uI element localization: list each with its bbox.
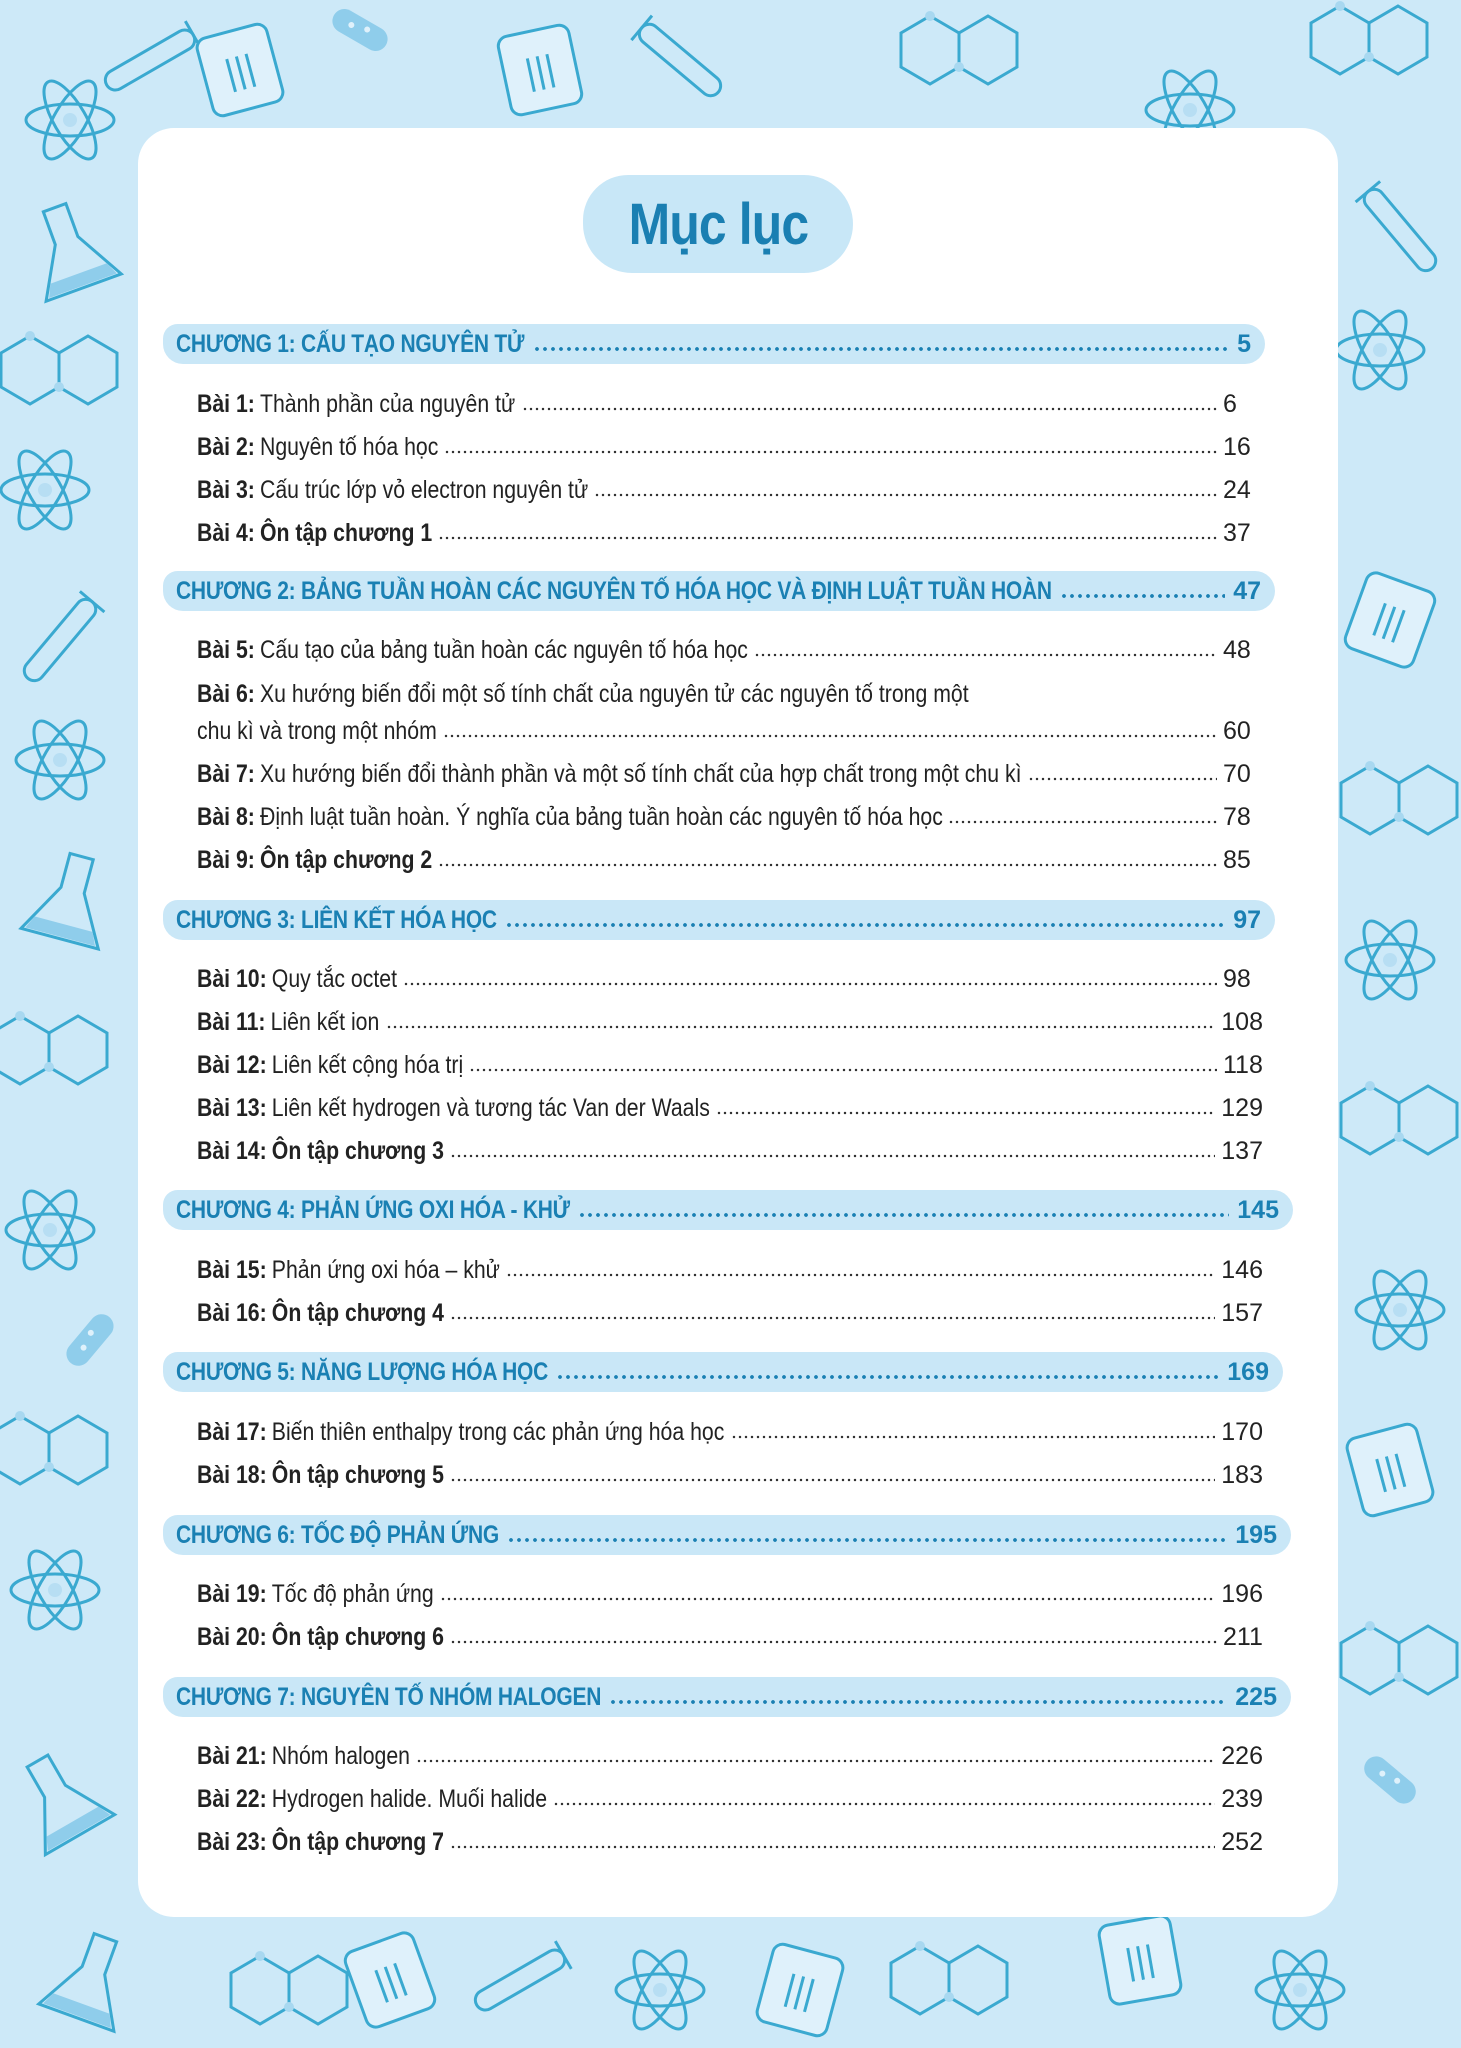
- hexagon-molecule-icon: [1341, 1081, 1457, 1154]
- atom-icon: [616, 1944, 704, 2036]
- hexagon-molecule-icon: [0, 1411, 107, 1484]
- test-tube-icon: [1356, 181, 1445, 278]
- dot-leader: [444, 449, 1217, 455]
- dot-leader: [609, 1699, 1227, 1705]
- hexagon-molecule-icon: [1341, 1621, 1457, 1694]
- lesson-title: Ôn tập chương 6: [271, 1623, 444, 1651]
- chapter-page-number: 225: [1235, 1682, 1277, 1711]
- lesson-page-number: 196: [1221, 1580, 1263, 1608]
- lesson-title: Nguyên tố hóa học: [259, 433, 439, 461]
- chapter-page-number: 47: [1233, 576, 1261, 605]
- chapter-heading[interactable]: [163, 324, 1265, 364]
- lesson-number: Bài 22:: [197, 1785, 267, 1813]
- lesson-title: Ôn tập chương 5: [271, 1461, 444, 1489]
- lesson-number: Bài 8:: [197, 803, 255, 831]
- lesson-title: Tốc độ phản ứng: [271, 1580, 434, 1608]
- dot-leader: [440, 1596, 1215, 1602]
- lesson-title: Thành phần của nguyên tử: [259, 390, 516, 418]
- lesson-number: Bài 21:: [197, 1742, 267, 1770]
- page-title-badge: [583, 175, 853, 273]
- dot-leader: [522, 406, 1217, 412]
- chapter-title: CHƯƠNG 4: PHẢN ỨNG OXI HÓA - KHỬ: [176, 1195, 570, 1224]
- pill-icon: [1359, 1752, 1420, 1809]
- dot-leader: [507, 1537, 1227, 1543]
- lesson-title: Xu hướng biến đổi một số tính chất của nguyên tử các nguyên tố trong một: [259, 680, 969, 708]
- lesson-number: Bài 9:: [197, 846, 255, 874]
- lesson-page-number: 137: [1221, 1137, 1263, 1165]
- hexagon-molecule-icon: [901, 11, 1017, 84]
- lesson-number: Bài 18:: [197, 1461, 267, 1489]
- chapter-title: CHƯƠNG 6: TỐC ĐỘ PHẢN ỨNG: [176, 1520, 499, 1549]
- hexagon-molecule-icon: [1, 331, 117, 404]
- lesson-entry[interactable]: [197, 798, 1263, 832]
- flask-icon: [17, 194, 121, 301]
- test-tube-icon: [469, 1941, 572, 2019]
- chapter-heading[interactable]: [163, 1677, 1291, 1717]
- lesson-entry[interactable]: [197, 1046, 1263, 1080]
- lesson-number: Bài 10:: [197, 965, 267, 993]
- lesson-title: Liên kết cộng hóa trị: [271, 1051, 464, 1079]
- lesson-page-number: 146: [1221, 1256, 1263, 1284]
- dot-leader: [386, 1024, 1215, 1030]
- atom-icon: [1346, 914, 1434, 1006]
- lesson-number: Bài 11:: [197, 1008, 266, 1036]
- chapter-title: CHƯƠNG 3: LIÊN KẾT HÓA HỌC: [176, 905, 497, 934]
- hexagon-molecule-icon: [231, 1951, 347, 2024]
- atom-icon: [1356, 1264, 1444, 1356]
- clipboard-icon: [1098, 1914, 1183, 2005]
- chapter-title: CHƯƠNG 1: CẤU TẠO NGUYÊN TỬ: [176, 329, 525, 358]
- hexagon-molecule-icon: [0, 1011, 107, 1084]
- lesson-title: Cấu tạo của bảng tuần hoàn các nguyên tố hóa học: [259, 636, 748, 664]
- lesson-entry[interactable]: [197, 1132, 1263, 1166]
- lesson-number: Bài 20:: [197, 1623, 267, 1651]
- lesson-entry[interactable]: [197, 1089, 1263, 1123]
- lesson-page-number: 239: [1221, 1785, 1263, 1813]
- lesson-number: Bài 1:: [197, 390, 255, 418]
- chapter-page-number: 195: [1235, 1520, 1277, 1549]
- clipboard-icon: [1345, 1422, 1435, 1518]
- lesson-page-number: 85: [1223, 846, 1251, 874]
- lesson-title: Biến thiên enthalpy trong các phản ứng hóa học: [271, 1418, 725, 1446]
- dot-leader: [594, 492, 1217, 498]
- lesson-title: Hydrogen halide. Muối halide: [271, 1785, 548, 1813]
- atom-icon: [6, 1184, 94, 1276]
- lesson-entry[interactable]: [197, 1780, 1263, 1814]
- lesson-entry[interactable]: [197, 1003, 1263, 1037]
- dot-leader: [553, 1801, 1215, 1807]
- lesson-number: Bài 19:: [197, 1580, 267, 1608]
- dot-leader: [556, 1374, 1219, 1380]
- dot-leader: [450, 1639, 1217, 1645]
- lesson-entry[interactable]: [197, 514, 1263, 548]
- pill-icon: [62, 1309, 119, 1370]
- lesson-number: Bài 12:: [197, 1051, 267, 1079]
- flask-icon: [3, 1741, 115, 1855]
- chapter-heading[interactable]: [163, 900, 1275, 940]
- lesson-number: Bài 3:: [197, 476, 255, 504]
- flask-icon: [39, 1924, 143, 2031]
- dot-leader: [533, 346, 1230, 352]
- dot-leader: [948, 819, 1217, 825]
- lesson-entry[interactable]: [197, 1294, 1263, 1328]
- lesson-title: Phản ứng oxi hóa – khử: [271, 1256, 500, 1284]
- lesson-number: Bài 5:: [197, 636, 255, 664]
- lesson-page-number: 129: [1221, 1094, 1263, 1122]
- lesson-number: Bài 4:: [197, 519, 255, 547]
- dot-leader: [1028, 776, 1217, 782]
- lesson-page-number: 211: [1223, 1623, 1263, 1651]
- dot-leader: [438, 862, 1217, 868]
- lesson-page-number: 157: [1221, 1299, 1263, 1327]
- lesson-entry[interactable]: [197, 1737, 1263, 1771]
- dot-leader: [450, 1315, 1216, 1321]
- lesson-entry[interactable]: [197, 1823, 1263, 1857]
- dot-leader: [578, 1212, 1230, 1218]
- dot-leader: [505, 922, 1225, 928]
- lesson-entry[interactable]: [197, 1618, 1263, 1652]
- chapter-page-number: 169: [1227, 1357, 1269, 1386]
- test-tube-icon: [99, 21, 202, 99]
- lesson-entry[interactable]: [197, 428, 1263, 462]
- lesson-page-number: 252: [1221, 1828, 1263, 1856]
- atom-icon: [26, 74, 114, 166]
- lesson-entry[interactable]: [197, 1413, 1263, 1447]
- lesson-title: Ôn tập chương 3: [271, 1137, 444, 1165]
- chapter-page-number: 145: [1237, 1195, 1279, 1224]
- lesson-title-line2: chu kì và trong một nhóm: [197, 717, 437, 745]
- clipboard-icon: [755, 1942, 845, 2038]
- lesson-title: Liên kết hydrogen và tương tác Van der Waals: [271, 1094, 710, 1122]
- lesson-page-number: 183: [1221, 1461, 1263, 1489]
- hexagon-molecule-icon: [1341, 761, 1457, 834]
- clipboard-icon: [342, 1930, 437, 2030]
- dot-leader: [443, 733, 1217, 739]
- lesson-title: Liên kết ion: [270, 1008, 380, 1036]
- lesson-entry-continuation[interactable]: [197, 712, 1263, 746]
- dot-leader: [731, 1434, 1216, 1440]
- lesson-title: Định luật tuần hoàn. Ý nghĩa của bảng tuần hoàn các nguyên tố hóa học: [259, 803, 943, 831]
- lesson-entry[interactable]: [197, 631, 1263, 665]
- lesson-number: Bài 13:: [197, 1094, 267, 1122]
- lesson-number: Bài 6:: [197, 680, 255, 708]
- lesson-page-number: 78: [1223, 803, 1251, 831]
- lesson-page-number: 6: [1223, 390, 1237, 418]
- chapter-title: CHƯƠNG 5: NĂNG LƯỢNG HÓA HỌC: [176, 1357, 549, 1386]
- chapter-page-number: 97: [1233, 905, 1261, 934]
- lesson-entry[interactable]: [197, 1456, 1263, 1490]
- clipboard-icon: [496, 23, 583, 116]
- chapter-page-number: 5: [1237, 329, 1251, 358]
- lesson-entry[interactable]: [197, 675, 1263, 709]
- lesson-number: Bài 16:: [197, 1299, 267, 1327]
- chapter-heading[interactable]: [163, 571, 1275, 611]
- dot-leader: [1060, 593, 1226, 599]
- atom-icon: [16, 714, 104, 806]
- lesson-page-number: 16: [1223, 433, 1251, 461]
- dot-leader: [450, 1477, 1216, 1483]
- lesson-title: Ôn tập chương 4: [271, 1299, 444, 1327]
- lesson-number: Bài 2:: [197, 433, 255, 461]
- lesson-title: Nhóm halogen: [271, 1742, 411, 1770]
- lesson-entry[interactable]: [197, 1575, 1263, 1609]
- lesson-title: Cấu trúc lớp vỏ electron nguyên tử: [259, 476, 589, 504]
- chapter-title: CHƯƠNG 7: NGUYÊN TỐ NHÓM HALOGEN: [176, 1682, 602, 1711]
- clipboard-icon: [195, 22, 285, 118]
- lesson-entry[interactable]: [197, 471, 1263, 505]
- flask-icon: [21, 846, 120, 949]
- lesson-page-number: 70: [1223, 760, 1251, 788]
- lesson-number: Bài 17:: [197, 1418, 267, 1446]
- dot-leader: [416, 1758, 1216, 1764]
- lesson-entry[interactable]: [197, 960, 1263, 994]
- lesson-number: Bài 15:: [197, 1256, 267, 1284]
- chapter-title: CHƯƠNG 2: BẢNG TUẦN HOÀN CÁC NGUYÊN TỐ HÓA HỌC VÀ ĐỊNH LUẬT TUẦN HOÀN: [176, 576, 1052, 605]
- hexagon-molecule-icon: [1311, 1, 1427, 74]
- chapter-heading[interactable]: [163, 1352, 1283, 1392]
- lesson-title: Ôn tập chương 1: [259, 519, 433, 547]
- lesson-title: Xu hướng biến đổi thành phần và một số tính chất của hợp chất trong một chu kì: [259, 760, 1022, 788]
- lesson-entry[interactable]: [197, 1251, 1263, 1285]
- lesson-entry[interactable]: [197, 841, 1263, 875]
- pill-icon: [328, 5, 392, 56]
- lesson-title: Quy tắc octet: [271, 965, 397, 993]
- atom-icon: [1, 444, 89, 536]
- lesson-entry[interactable]: [197, 385, 1263, 419]
- lesson-page-number: 118: [1223, 1051, 1263, 1079]
- atom-icon: [1256, 1944, 1344, 2036]
- lesson-page-number: 48: [1223, 636, 1251, 664]
- clipboard-icon: [1342, 570, 1437, 670]
- lesson-title: Ôn tập chương 7: [271, 1828, 444, 1856]
- chapter-heading[interactable]: [163, 1190, 1293, 1230]
- lesson-page-number: 108: [1221, 1008, 1263, 1036]
- atom-icon: [11, 1544, 99, 1636]
- dot-leader: [403, 981, 1217, 987]
- dot-leader: [716, 1110, 1215, 1116]
- lesson-number: Bài 23:: [197, 1828, 267, 1856]
- lesson-page-number: 170: [1221, 1418, 1263, 1446]
- lesson-entry[interactable]: [197, 755, 1263, 789]
- lesson-page-number: 24: [1223, 476, 1251, 504]
- dot-leader: [506, 1272, 1215, 1278]
- hexagon-molecule-icon: [891, 1941, 1007, 2014]
- dot-leader: [450, 1844, 1216, 1850]
- lesson-page-number: 226: [1221, 1742, 1263, 1770]
- chapter-heading[interactable]: [163, 1515, 1291, 1555]
- lesson-page-number: 37: [1223, 519, 1251, 547]
- test-tube-icon: [16, 591, 105, 688]
- dot-leader: [438, 535, 1217, 541]
- dot-leader: [754, 652, 1217, 658]
- lesson-page-number: 98: [1223, 965, 1251, 993]
- page-title: Mục lục: [628, 191, 808, 257]
- lesson-number: Bài 14:: [197, 1137, 267, 1165]
- test-tube-icon: [631, 16, 728, 105]
- lesson-page-number: 60: [1223, 717, 1251, 745]
- lesson-number: Bài 7:: [197, 760, 255, 788]
- dot-leader: [450, 1153, 1216, 1159]
- dot-leader: [469, 1067, 1217, 1073]
- atom-icon: [1336, 304, 1424, 396]
- lesson-title: Ôn tập chương 2: [259, 846, 433, 874]
